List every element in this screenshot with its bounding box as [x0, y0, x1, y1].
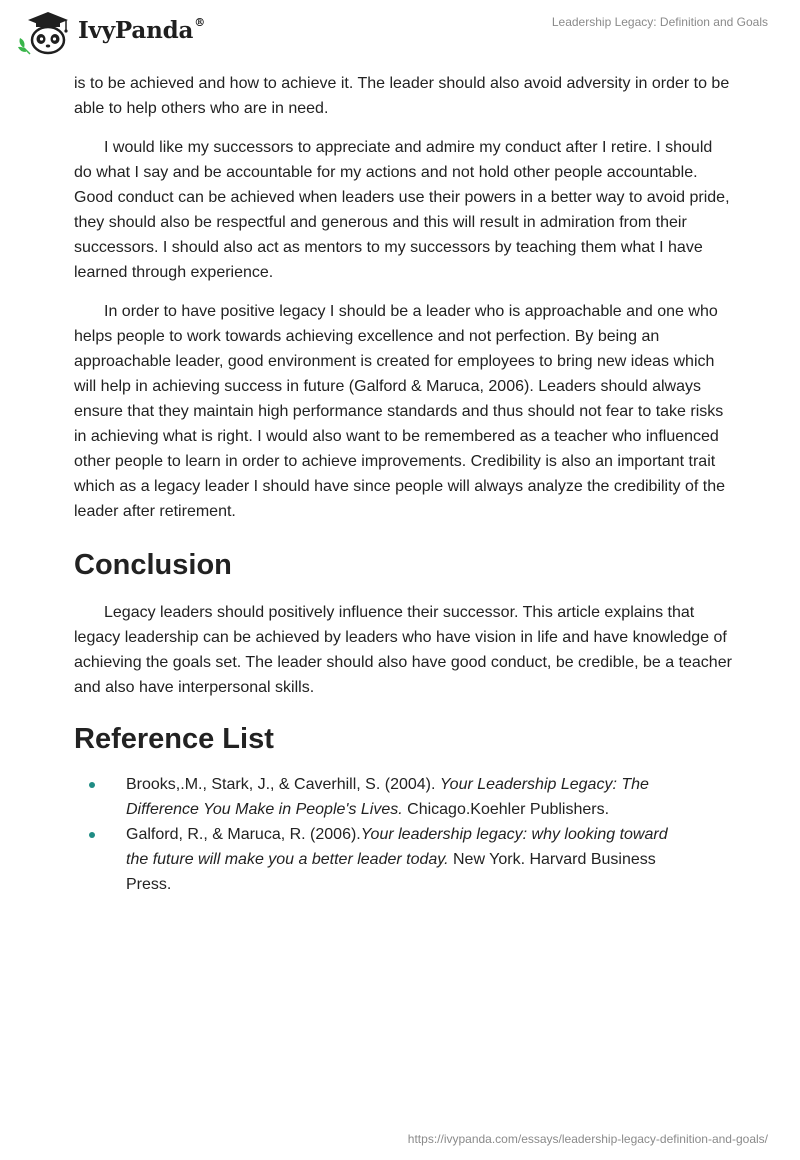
reference-title: Your Leadership Legacy: The Difference You Make in People's Lives.: [126, 776, 649, 818]
paragraph-continuation: is to be achieved and how to achieve it. The leader should also avoid adversity in order to be able to help others who are in need.: [74, 75, 730, 117]
reference-authors: Brooks,.M., Stark, J., & Caverhill, S. (2004).: [126, 776, 440, 793]
document-title: Leadership Legacy: Definition and Goals: [551, 15, 768, 29]
conclusion-paragraph: Legacy leaders should positively influence their successor. This article explains that legacy leadership can be achieved by leaders who have vision in life and have knowledge of achieving the goals set. The leader should also have good conduct, be credible, be a teacher and also have interpersonal skills.: [74, 604, 732, 696]
reference-item: [74, 822, 734, 897]
bullet-icon: [89, 832, 95, 838]
reference-publisher: Chicago.Koehler Publishers.: [402, 801, 610, 818]
reference-publisher: New York. Harvard Business Press.: [126, 851, 656, 893]
source-url[interactable]: https://ivypanda.com/essays/leadership-legacy-definition-and-goals/: [407, 1132, 768, 1146]
reference-item: [74, 772, 734, 822]
reference-title: Your leadership legacy: why looking toward the future will make you a better leader today.: [126, 826, 668, 868]
page-header: [0, 0, 800, 64]
essay-content: [74, 71, 734, 897]
paragraph-successors: I would like my successors to appreciate and admire my conduct after I retire. I should do what I say and be accountable for my actions and not hold other people accountable. Good conduct can be achieved when leaders use their powers in a better way to avoid pride, they should also be respectful and generous and this will result in admiration from their successors. I should also act as mentors to my successors by teaching them what I have learned through experience.: [74, 139, 730, 281]
reference-list-heading: Reference List: [74, 723, 274, 755]
ivypanda-logo-icon[interactable]: [14, 8, 78, 56]
paragraph-positive-legacy: In order to have positive legacy I should be a leader who is approachable and one who helps people to work towards achieving excellence and not perfection. By being an approachable leader, good environment is created for employees to bring new ideas which will help in achieving success in future (Galford & Maruca, 2006). Leaders should always ensure that they maintain high performance standards and thus should not fear to take risks in achieving what is right. I would also want to be remembered as a teacher who influenced other people to learn in order to achieve improvements. Credibility is also an important trait which as a legacy leader I should have since people will always analyze the credibility of the leader after retirement.: [74, 303, 726, 520]
bullet-icon: [89, 782, 95, 788]
reference-authors: Galford, R., & Maruca, R. (2006).: [126, 826, 361, 843]
brand-name[interactable]: IvyPanda®: [78, 16, 205, 44]
reference-list: [74, 772, 734, 897]
conclusion-heading: Conclusion: [74, 549, 232, 581]
